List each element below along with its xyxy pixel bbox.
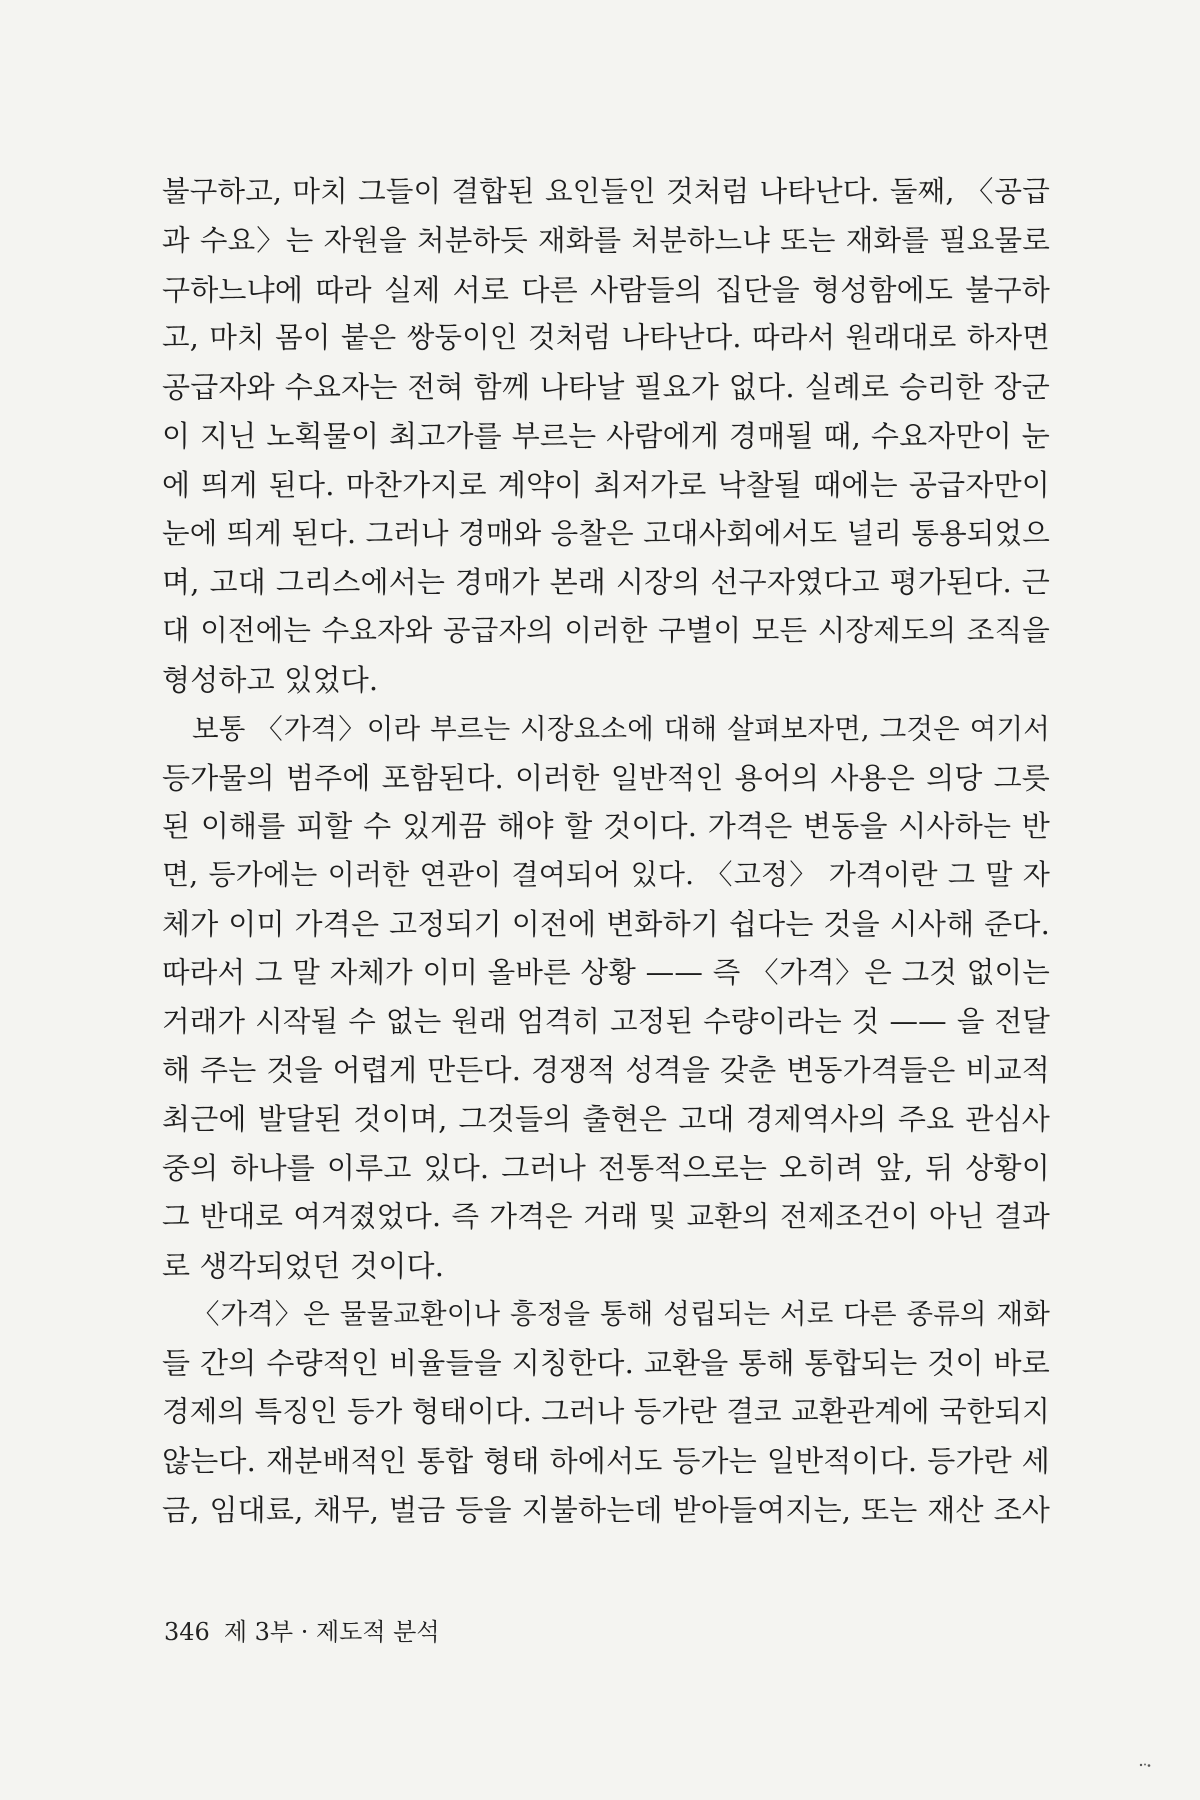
page-number: 346 — [164, 1618, 210, 1646]
text-line: 체가 이미 가격은 고정되기 이전에 변화하기 쉽다는 것을 시사해 준다. — [162, 906, 1050, 941]
text-line: 대 이전에는 수요자와 공급자의 이러한 구별이 모든 시장제도의 조직을 — [162, 614, 1050, 648]
text-line: 며, 고대 그리스에서는 경매가 본래 시장의 선구자였다고 평가된다. 근 — [162, 565, 1050, 600]
text-line: 면, 등가에는 이러한 연관이 결여되어 있다. 〈고정〉 가격이란 그 말 자 — [162, 858, 1050, 892]
paragraph-end-line: 로 생각되었던 것이다. — [162, 1248, 445, 1283]
text-line: 그 반대로 여겨졌었다. 즉 가격은 거래 및 교환의 전제조건이 아닌 결과 — [162, 1199, 1050, 1233]
text-line: 구하느냐에 따라 실제 서로 다른 사람들의 집단을 형성함에도 불구하 — [162, 272, 1050, 307]
text-line: 눈에 띄게 된다. 그러나 경매와 응찰은 고대사회에서도 널리 통용되었으 — [162, 516, 1050, 550]
text-line: 들 간의 수량적인 비율들을 지칭한다. 교환을 통해 통합되는 것이 바로 — [162, 1346, 1050, 1381]
text-line: 최근에 발달된 것이며, 그것들의 출현은 고대 경제역사의 주요 관심사 — [162, 1102, 1050, 1137]
section-title: 제 3부 · 제도적 분석 — [223, 1618, 440, 1646]
paragraph-start-line: 〈가격〉은 물물교환이나 흥정을 통해 성립되는 서로 다른 종류의 재화 — [192, 1298, 1050, 1331]
paragraph-start-line: 보통 〈가격〉이라 부르는 시장요소에 대해 살펴보자면, 그것은 여기서 — [192, 712, 1050, 745]
text-line: 등가물의 범주에 포함된다. 이러한 일반적인 용어의 사용은 의당 그릇 — [162, 760, 1050, 795]
text-line: 불구하고, 마치 그들이 결합된 요인들인 것처럼 나타난다. 둘째, 〈공급 — [162, 175, 1050, 208]
paragraph-end-line: 형성하고 있었다. — [162, 662, 379, 697]
text-line: 금, 임대료, 채무, 벌금 등을 지불하는데 받아들여지는, 또는 재산 조사 — [162, 1492, 1050, 1527]
text-line: 않는다. 재분배적인 통합 형태 하에서도 등가는 일반적이다. 등가란 세 — [162, 1443, 1050, 1478]
text-line: 거래가 시작될 수 없는 원래 엄격히 고정된 수량이라는 것 —— 을 전달 — [162, 1004, 1050, 1038]
text-line: 중의 하나를 이루고 있다. 그러나 전통적으로는 오히려 앞, 뒤 상황이 — [162, 1150, 1050, 1185]
text-line: 해 주는 것을 어렵게 만든다. 경쟁적 성격을 갖춘 변동가격들은 비교적 — [162, 1053, 1050, 1088]
text-line: 과 수요〉는 자원을 처분하듯 재화를 처분하느냐 또는 재화를 필요물로 — [162, 223, 1050, 257]
text-line: 공급자와 수요자는 전혀 함께 나타날 필요가 없다. 실례로 승리한 장군 — [162, 370, 1050, 405]
text-line: 에 띄게 된다. 마찬가지로 계약이 최저가로 낙찰될 때에는 공급자만이 — [162, 467, 1050, 502]
text-line: 된 이해를 피할 수 있게끔 해야 할 것이다. 가격은 변동을 시사하는 반 — [162, 809, 1050, 844]
page-footer — [164, 1617, 440, 1647]
scan-speck — [1138, 1762, 1152, 1768]
text-line: 이 지닌 노획물이 최고가를 부르는 사람에게 경매될 때, 수요자만이 눈 — [162, 418, 1050, 453]
body-text — [162, 168, 1050, 1534]
text-line: 고, 마치 몸이 붙은 쌍둥이인 것처럼 나타난다. 따라서 원래대로 하자면 — [162, 321, 1050, 355]
text-line: 경제의 특징인 등가 형태이다. 그러나 등가란 결코 교환관계에 국한되지 — [162, 1394, 1050, 1428]
text-line: 따라서 그 말 자체가 이미 올바른 상황 —— 즉 〈가격〉은 그것 없이는 — [162, 955, 1050, 989]
